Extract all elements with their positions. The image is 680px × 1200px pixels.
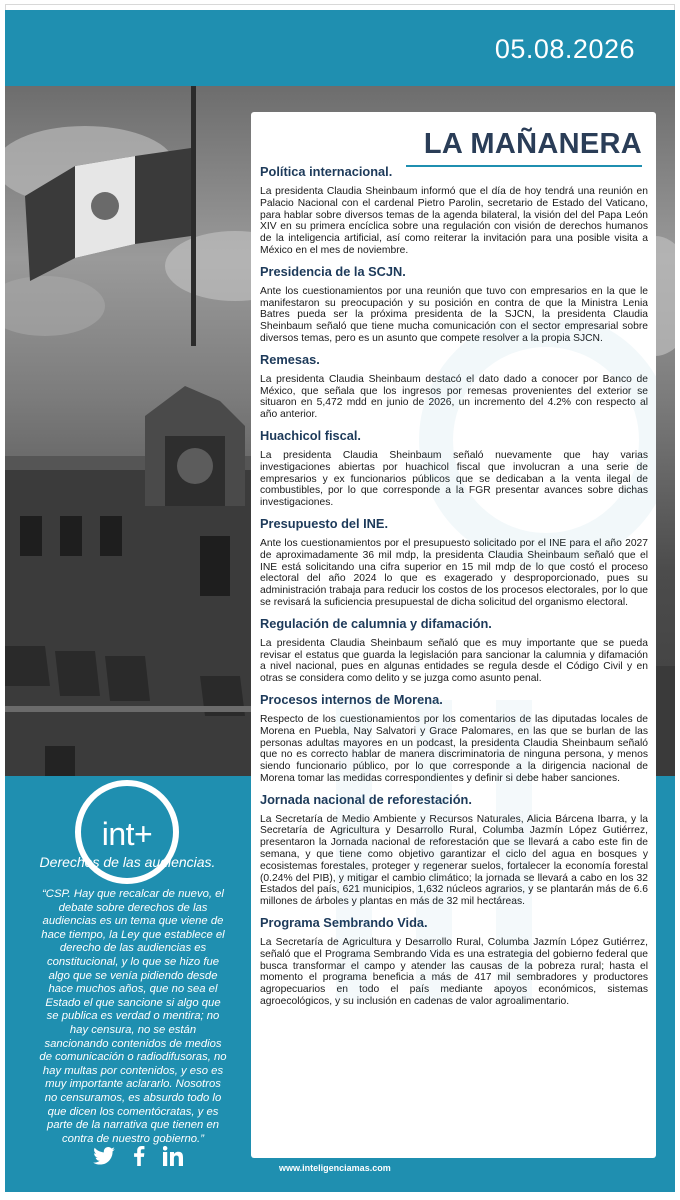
section-body: Ante los cuestionamientos por el presupuesto solicitado por el INE para el año 2027 de aproximadamente 36 mil mdp, la presidenta Claudia Sheinbaum señaló que el INE está solicitando una cifra superior en 15 mil mdp de lo que costó el proceso electoral del año 2024 lo que es exagerado y desproporcionado, pues su administración trabaja para reducir los costos de los procesos electorales, por lo que se revisará la suficiencia presupuestal de dicha solicitud del organismo electoral.: [260, 537, 648, 608]
section-title: Regulación de calumnia y difamación.: [260, 615, 492, 631]
audience-rights-panel: [5, 776, 250, 1192]
twitter-icon[interactable]: [93, 1147, 115, 1171]
news-section: [260, 516, 648, 609]
section-body: La Secretaría de Medio Ambiente y Recursos Naturales, Alicia Bárcena Ibarra, y la Secretaría de Agricultura y Desarrollo Rural, Columba Jazmín López Gutiérrez, presentaron la Jornada nacional de reforestación que se llevará a cabo este fin de semana, y que tiene como objetivo garantizar el ciclo del agua en bosques y ecosistemas forestales, proteger y regenerar suelos, fortalecer la economía forestal (0.24% del PIB), y mitigar el cambio climático; la jornada se llevará a cabo en los 32 Estados del país, 621 municipios, 1,632 núcleos agrarios, y se plantarán más de 6.6 millones de árboles y plantas en más de 32 mil hectáreas.: [260, 813, 648, 908]
section-title: Procesos internos de Morena.: [260, 691, 443, 707]
facebook-icon[interactable]: [133, 1146, 145, 1172]
audience-rights-title: Derechos de las audiencias.: [39, 854, 216, 870]
section-title: Programa Sembrando Vida.: [260, 915, 428, 931]
section-body: La presidenta Claudia Sheinbaum señaló nuevamente que hay varias investigaciones abiertas por huachicol fiscal que involucran a una serie de empresarios y ex funcionarios públicos que se dedicaban a la venta ilegal de combustibles, por lo que corresponde a la FGR presentar avances sobre dichas investigaciones.: [260, 449, 648, 509]
news-section: [260, 616, 648, 685]
section-title: Jornada nacional de reforestación.: [260, 791, 472, 807]
section-body: La presidenta Claudia Sheinbaum informó que el día de hoy tendrá una reunión en Palacio Nacional con el cardenal Pietro Parolin, secretario de Estado del Vaticano, para hablar sobre diversos temas de la agenda bilateral, la visión del del Papa León XIV en su primera encíclica sobre una regulación con visión de derechos humanos de la inteligencia artificial, así como reiterar la invitación para una posible visita a México en el mes de noviembre.: [260, 186, 648, 256]
news-section: [260, 915, 648, 1008]
section-body: La presidenta Claudia Sheinbaum señaló que es muy importante que se pueda revisar el estatus que guarda la legislación para sancionar la calumnia y difamación a nivel nacional, pues en algunas entidades se regula desde el Código Civil y en otras se considera como delito y se juzga como asunto penal.: [260, 637, 648, 685]
news-sections: [260, 164, 648, 1008]
news-section: [260, 692, 648, 785]
section-body: La presidenta Claudia Sheinbaum destacó el dato dado a conocer por Banco de México, que señala que los ingresos por remesas provenientes del exterior se situaron en 5,472 mdd en junio de 2026, un incremento del 4.2% con respecto al año anterior.: [260, 373, 648, 421]
section-title: Presidencia de la SCJN.: [260, 263, 406, 279]
section-body: Respecto de los cuestionamientos por los comentarios de las diputadas locales de Morena en Puebla, Nay Salvatori y Grace Palomares, en las que se burlan de las personas adultas mayores en un podcast, la presidenta Claudia Sheinbaum señaló que no es correcto hablar de manera discriminatoria de ninguna persona, y menos siendo funcionario público, por lo que corresponde a la dirigencia nacional de Morena tomar las medidas correspondientes y definir si debe haber sanciones.: [260, 713, 648, 784]
section-body: Ante los cuestionamientos por una reunión que tuvo con empresarios en la que le manifestaron su preocupación y su posición en contra de que la Ministra Lenia Batres pueda ser la próxima presidenta de la SJCN, la presidenta Claudia Sheinbaum señaló que tiene mucha comunicación con el sector empresarial sobre diversos temas, pero es un asunto que compete resolver a la propia SJCN.: [260, 285, 648, 344]
logo-text: int+: [101, 816, 153, 852]
section-title: Política internacional.: [260, 164, 393, 179]
section-body: La Secretaría de Agricultura y Desarrollo Rural, Columba Jazmín López Gutiérrez, señaló que el Programa Sembrando Vida es una estrategia del gobierno federal que busca transformar el campo y atender las causas de la pobreza rural; hasta el momento el programa beneficia a más de 417 mil sembradores y productores agropecuarios en todo el país mediante apoyos económicos, sistemas agroecológicos, y su inclusión en cadenas de valor agroalimentario.: [260, 937, 648, 1008]
news-section: [260, 352, 648, 421]
website-link[interactable]: www.inteligenciamas.com: [279, 1163, 391, 1173]
linkedin-icon[interactable]: [163, 1146, 183, 1172]
publication-date: 05.08.2026: [494, 34, 635, 64]
audience-rights-quote: “CSP. Hay que recalcar de nuevo, el debate sobre derechos de las audiencias es un tema que viene de hace tiempo, la Ley que establece el derecho de las audiencias es constitucional, y lo que se hizo fue algo que se venía pidiendo desde hace muchos años, que no sea el Estado el que sancione si algo que se publica es verdad o mentira; no hay censura, no se están sancionando contenidos de medios de comunicación o radiodifusoras, no hay multas por contenidos, y eso es muy importante aclararlo. Nosotros no censuramos, es absurdo todo lo que dicen los comentócratas, y es parte de la narrativa que tienen en contra de nuestro gobierno.”: [39, 888, 227, 1145]
news-section: [260, 164, 648, 257]
news-card: [251, 112, 656, 1158]
news-section: [260, 264, 648, 345]
news-section: [260, 428, 648, 509]
card-title: LA MAÑANERA: [423, 128, 642, 160]
section-title: Presupuesto del INE.: [260, 515, 389, 531]
section-title: Remesas.: [260, 351, 320, 367]
section-title: Huachicol fiscal.: [260, 427, 361, 443]
top-banner: [5, 10, 675, 86]
news-section: [260, 792, 648, 908]
social-links: [93, 1146, 183, 1172]
